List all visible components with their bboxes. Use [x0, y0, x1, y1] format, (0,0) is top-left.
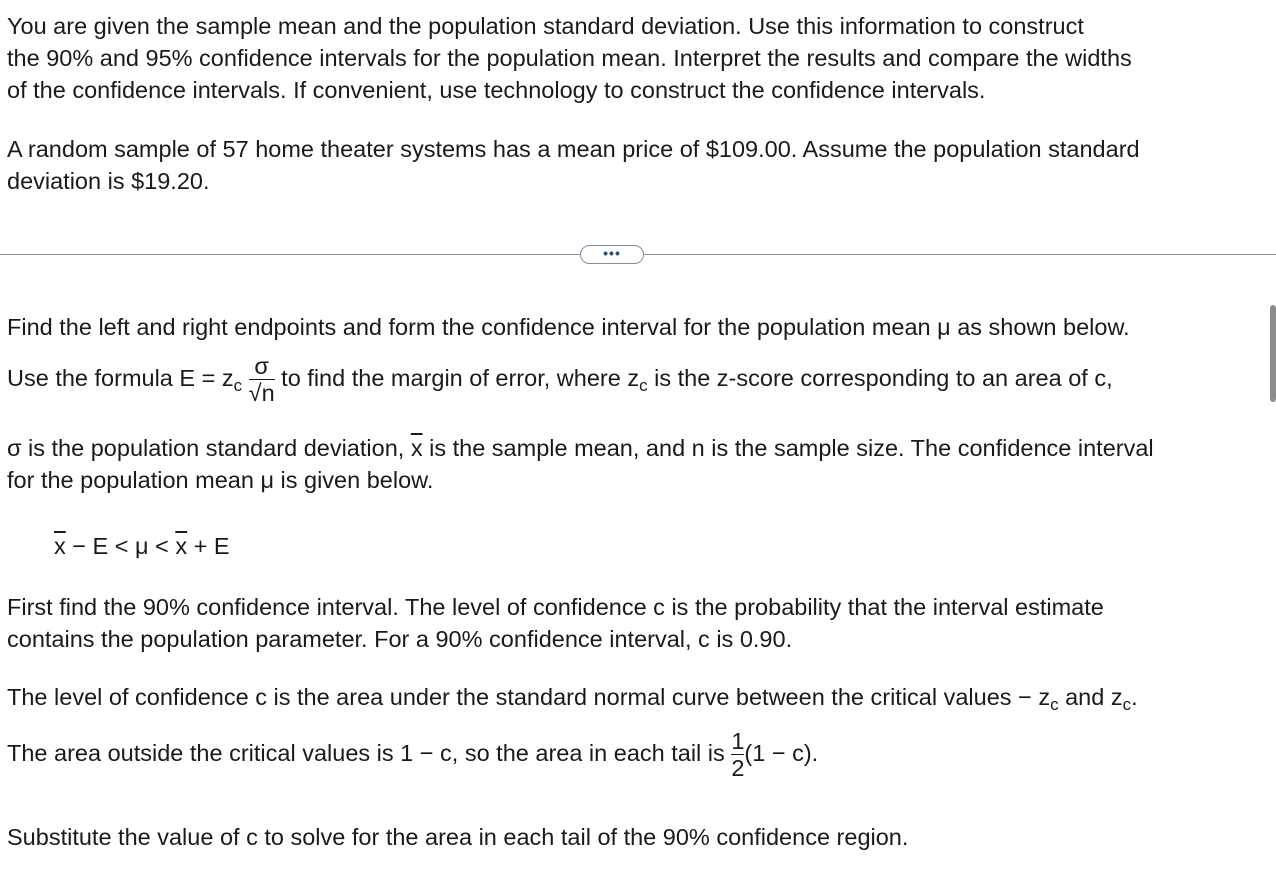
problem-statement [7, 133, 1140, 197]
critical-text-a: The level of confidence c is the area under the standard normal curve between the critical values − z [7, 684, 1051, 710]
formula-numerator: σ [254, 353, 269, 380]
half-denominator: 2 [731, 755, 745, 782]
sqrt-symbol: √ [248, 380, 262, 407]
tail-text-b: (1 − c). [744, 740, 819, 766]
ci-x-bar-left: $\overline{x}$ [54, 533, 66, 559]
critical-text-c: . [1131, 684, 1138, 710]
ninety-line-1: First find the 90% confidence interval. The level of confidence c is the probability that the interval estimate [7, 594, 1104, 620]
definitions-paragraph [7, 432, 1154, 496]
formula-suffix: to find the margin of error, where z [274, 365, 640, 391]
problem-line-2: deviation is $19.20. [7, 168, 210, 194]
definitions-line-2: for the population mean μ is given below. [7, 467, 434, 493]
definitions-text-a: σ is the population standard deviation, [7, 435, 411, 461]
ci-middle: − E < μ < [65, 533, 176, 559]
ninety-percent-paragraph [7, 591, 1104, 655]
formula-suffix-sub: c [639, 376, 648, 395]
formula-den-n: n [261, 380, 275, 407]
intro-line-1: You are given the sample mean and the population standard deviation. Use this information to construct [7, 13, 1084, 39]
half-fraction [731, 728, 744, 781]
critical-sub-1: c [1050, 695, 1059, 714]
intro-line-2: the 90% and 95% confidence intervals for the population mean. Interpret the results and compare the widths [7, 45, 1132, 71]
substitute-instruction: Substitute the value of c to solve for the area in each tail of the 90% confidence region. [7, 824, 909, 850]
formula-suffix-end: is the z-score corresponding to an area of c, [647, 365, 1113, 391]
tail-area-line [7, 727, 818, 781]
critical-values-line [7, 681, 1138, 721]
critical-text-b: and z [1058, 684, 1123, 710]
ci-formula [54, 530, 230, 562]
ci-end: + E [187, 533, 230, 559]
intro-line-3: of the confidence intervals. If convenient, use technology to construct the confidence intervals. [7, 77, 986, 103]
problem-line-1: A random sample of 57 home theater systems has a mean price of $109.00. Assume the population standard [7, 136, 1140, 162]
more-options-button[interactable]: ••• [580, 245, 644, 264]
x-bar-symbol: $\overline{x}$ [410, 435, 423, 461]
section-divider [0, 242, 1276, 268]
ninety-line-2: contains the population parameter. For a 90% confidence interval, c is 0.90. [7, 626, 793, 652]
formula-line [7, 352, 1113, 412]
step-find-endpoints: Find the left and right endpoints and form the confidence interval for the population mean μ as shown below. [7, 314, 1130, 340]
formula-fraction [249, 353, 275, 406]
critical-sub-2: c [1122, 695, 1132, 714]
half-numerator: 1 [731, 728, 745, 755]
formula-denominator [249, 379, 275, 406]
ci-x-bar-right: $\overline{x}$ [175, 533, 188, 559]
intro-instructions [7, 10, 1132, 106]
formula-sub-c: c [233, 376, 243, 395]
scrollbar-thumb[interactable] [1270, 305, 1276, 402]
definitions-line-1 [7, 432, 1154, 464]
formula-prefix: Use the formula E = z [7, 365, 234, 391]
tail-text-a: The area outside the critical values is 1 − c, so the area in each tail is [7, 740, 732, 766]
definitions-text-b: is the sample mean, and n is the sample size. The confidence interval [422, 435, 1154, 461]
